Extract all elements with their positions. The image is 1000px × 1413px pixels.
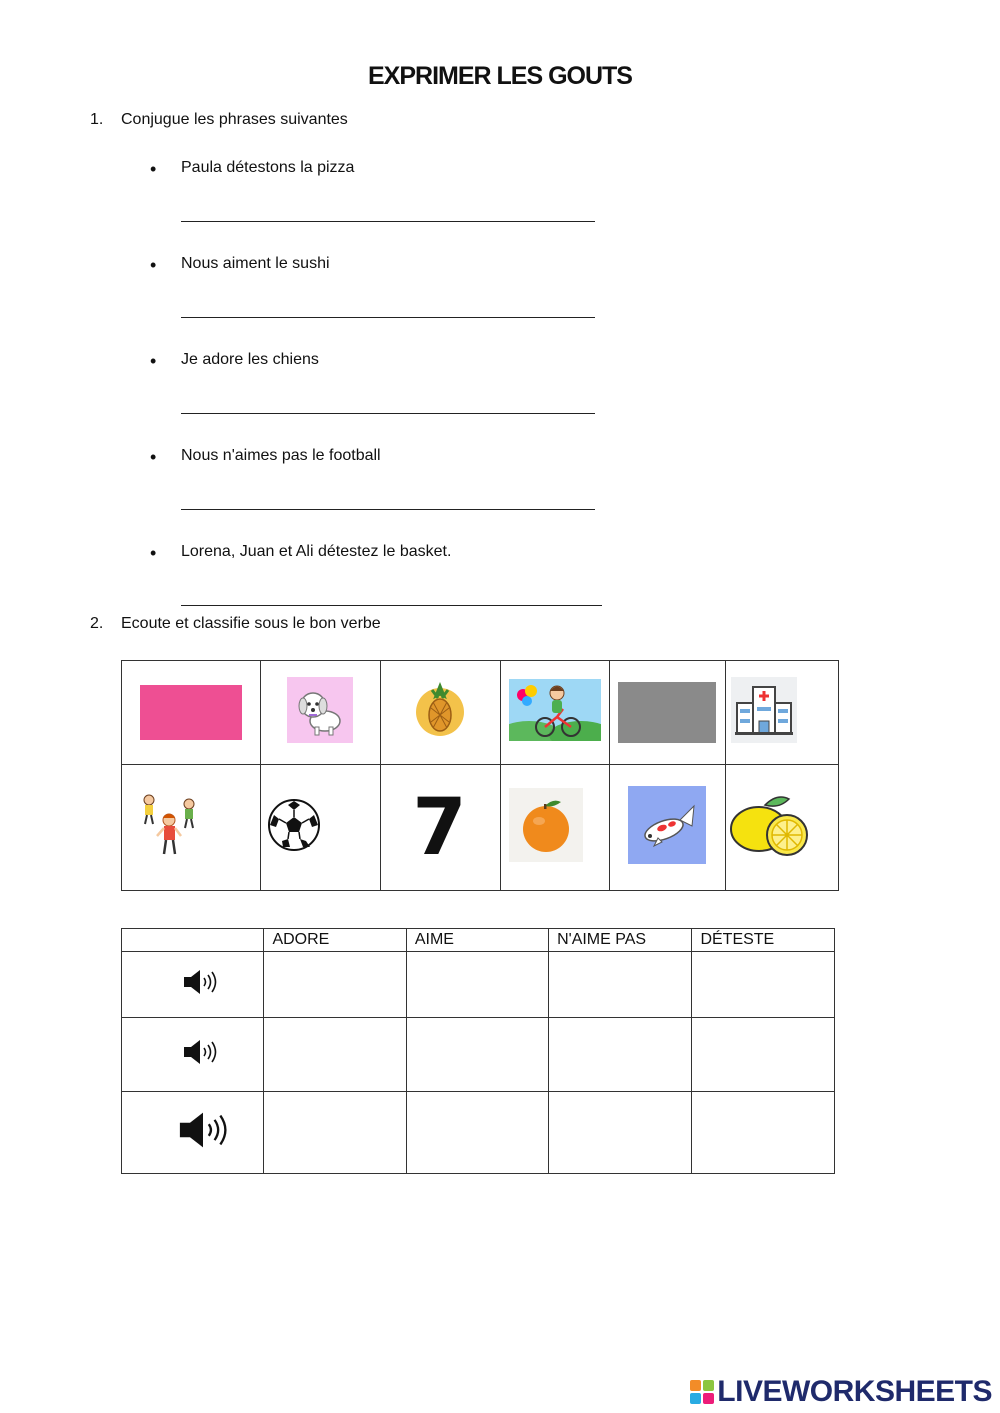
grid-cell[interactable]	[381, 661, 500, 765]
drop-cell-adore[interactable]	[264, 1092, 406, 1174]
soccer-ball-image[interactable]	[266, 797, 322, 853]
drop-cell-adore[interactable]	[264, 1018, 406, 1092]
bullet-icon: •	[150, 255, 157, 275]
drop-cell-deteste[interactable]	[692, 952, 835, 1018]
audio-row-2-speaker[interactable]	[122, 1018, 264, 1092]
children-playing-image[interactable]	[139, 790, 203, 860]
grid-cell[interactable]	[726, 661, 839, 765]
speaker-icon[interactable]	[182, 1038, 218, 1066]
brand-logo[interactable]	[690, 1375, 992, 1409]
gray-card-image[interactable]	[618, 682, 716, 743]
grid-cell[interactable]	[609, 765, 726, 891]
question-2-prompt: Ecoute et classifie sous le bon verbe	[121, 615, 381, 632]
drop-cell-naime-pas[interactable]	[549, 1092, 692, 1174]
drop-cell-naime-pas[interactable]	[549, 1018, 692, 1092]
lemon-image[interactable]	[727, 791, 811, 859]
question-1-prompt: Conjugue les phrases suivantes	[121, 111, 348, 128]
header-empty-cell	[122, 929, 264, 952]
bullet-icon: •	[150, 447, 157, 467]
classification-table	[121, 928, 835, 1174]
bullet-icon: •	[150, 543, 157, 563]
grid-cell[interactable]	[122, 765, 261, 891]
logo-square-icon	[690, 1393, 701, 1404]
bullet-icon: •	[150, 351, 157, 371]
sentence-5: Lorena, Juan et Ali détestez le basket.	[181, 543, 452, 560]
pineapple-image[interactable]	[412, 682, 468, 738]
answer-line-1[interactable]	[181, 221, 595, 222]
logo-square-icon	[703, 1380, 714, 1391]
grid-cell[interactable]	[381, 765, 500, 891]
column-header-adore: ADORE	[264, 929, 406, 952]
image-grid	[121, 660, 839, 891]
puppy-image[interactable]	[287, 677, 353, 743]
child-bicycle-image[interactable]	[509, 679, 601, 741]
grid-cell[interactable]	[500, 765, 609, 891]
grid-cell[interactable]	[122, 661, 261, 765]
sentence-3: Je adore les chiens	[181, 351, 319, 368]
drop-cell-aime[interactable]	[406, 1018, 548, 1092]
answer-line-5[interactable]	[181, 605, 602, 606]
grid-cell[interactable]	[609, 661, 726, 765]
number-seven-image[interactable]: 7	[412, 782, 467, 873]
grid-cell[interactable]	[500, 661, 609, 765]
logo-square-icon	[703, 1393, 714, 1404]
answer-line-2[interactable]	[181, 317, 595, 318]
question-2-number: 2.	[90, 615, 104, 632]
orange-image[interactable]	[509, 788, 583, 862]
sentence-1: Paula détestons la pizza	[181, 159, 355, 176]
speaker-icon[interactable]	[182, 968, 218, 996]
hospital-image[interactable]	[731, 677, 797, 743]
grid-cell[interactable]	[726, 765, 839, 891]
sentence-4: Nous n'aimes pas le football	[181, 447, 381, 464]
speaker-icon[interactable]	[177, 1109, 229, 1151]
drop-cell-adore[interactable]	[264, 952, 406, 1018]
pink-card-image[interactable]	[140, 685, 242, 740]
answer-line-3[interactable]	[181, 413, 595, 414]
logo-square-icon	[690, 1380, 701, 1391]
grid-cell[interactable]	[260, 661, 381, 765]
logo-grid-icon	[690, 1380, 714, 1404]
koi-fish-image[interactable]	[628, 786, 706, 864]
column-header-aime: AIME	[406, 929, 548, 952]
column-header-deteste: DÉTESTE	[692, 929, 835, 952]
question-1-number: 1.	[90, 111, 104, 128]
drop-cell-aime[interactable]	[406, 952, 548, 1018]
answer-line-4[interactable]	[181, 509, 595, 510]
page-title: EXPRIMER LES GOUTS	[368, 62, 632, 90]
drop-cell-deteste[interactable]	[692, 1092, 835, 1174]
audio-row-3-speaker[interactable]	[122, 1092, 264, 1174]
bullet-icon: •	[150, 159, 157, 179]
audio-row-1-speaker[interactable]	[122, 952, 264, 1018]
grid-cell[interactable]	[260, 765, 381, 891]
drop-cell-naime-pas[interactable]	[549, 952, 692, 1018]
brand-name: LIVEWORKSHEETS	[717, 1375, 992, 1408]
drop-cell-deteste[interactable]	[692, 1018, 835, 1092]
drop-cell-aime[interactable]	[406, 1092, 548, 1174]
sentence-2: Nous aiment le sushi	[181, 255, 330, 272]
column-header-naime-pas: N'AIME PAS	[549, 929, 692, 952]
